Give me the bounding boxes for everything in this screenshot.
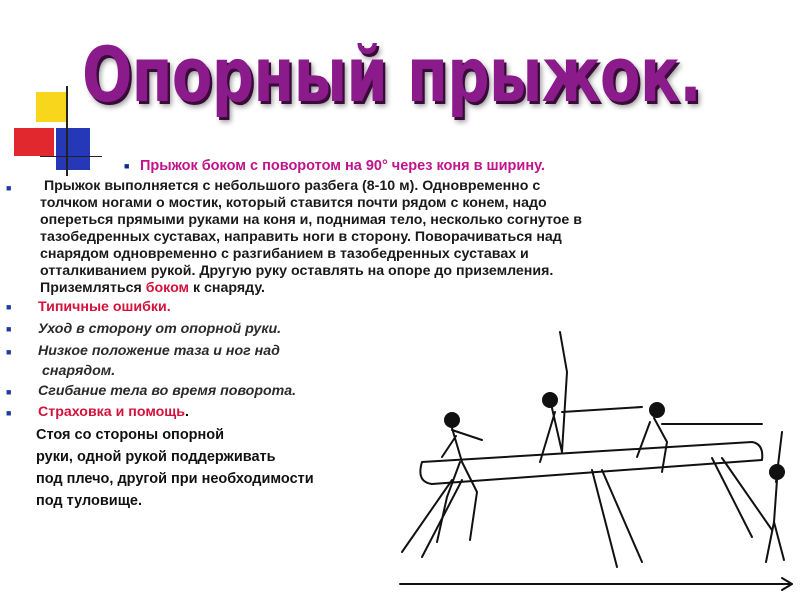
page-title: Опорный прыжок. <box>82 30 702 119</box>
decor-yellow-square <box>36 92 66 122</box>
bullet-icon: ■ <box>124 161 130 171</box>
support-heading-dot: . <box>185 404 189 420</box>
bullet-icon: ■ <box>6 183 12 193</box>
error-item: Сгибание тела во время поворота. <box>38 383 297 399</box>
horse-leg <box>712 458 752 537</box>
vault-illustration <box>392 312 800 600</box>
support-heading <box>38 403 189 421</box>
figure-head <box>445 413 459 427</box>
description-line: Прыжок выполняется с небольшого разбега (8-10 м). Одновременно с <box>40 178 541 194</box>
description-line: отталкиванием рукой. Другую руку оставлять на опоре до приземления. <box>40 263 554 279</box>
decor-horizontal-line <box>40 156 102 157</box>
support-line: под туловище. <box>36 493 143 509</box>
bullet-icon: ■ <box>6 347 12 357</box>
support-line: под плечо, другой при необходимости <box>36 471 314 487</box>
figure-body <box>766 432 784 562</box>
decor-red-square <box>14 128 54 156</box>
subtitle: Прыжок боком с поворотом на 90° через коня в ширину. <box>140 158 545 174</box>
description-highlight: боком <box>145 280 190 296</box>
description-last-prefix: Приземляться <box>40 280 146 296</box>
support-line: руки, одной рукой поддерживать <box>36 449 276 465</box>
figure-head <box>543 393 557 407</box>
description <box>40 178 760 297</box>
description-line: толчком ногами о мостик, который ставится почти рядом с конем, надо <box>40 195 547 211</box>
errors-heading: Типичные ошибки. <box>38 299 171 315</box>
description-line: снарядом одновременно с разгибанием в тазобедренных суставах и <box>40 246 529 262</box>
support-heading-text: Страховка и помощь <box>38 404 185 420</box>
description-line: тазобедренных суставах, направить ноги в сторону. Поворачиваться над <box>40 229 562 245</box>
figure-head <box>650 403 664 417</box>
support-line: Стоя со стороны опорной <box>36 427 225 443</box>
description-last-suffix: к снаряду. <box>189 280 265 296</box>
bullet-icon: ■ <box>6 324 12 334</box>
horse-body-shade <box>432 460 762 484</box>
error-item: Низкое положение таза и ног над <box>38 343 280 359</box>
decor-blue-square <box>56 128 90 170</box>
horse-body <box>420 442 762 484</box>
bullet-icon: ■ <box>6 387 12 397</box>
horse-leg <box>402 480 452 552</box>
description-last-line <box>40 280 760 297</box>
description-line: опереться прямыми руками на коня и, поднимая тело, несколько согнутое в <box>40 212 582 228</box>
error-item-continued: снарядом. <box>42 363 116 379</box>
decor-vertical-line <box>66 86 68 176</box>
horse-leg <box>602 470 642 562</box>
horse-leg <box>592 470 617 567</box>
bullet-icon: ■ <box>6 302 12 312</box>
bullet-icon: ■ <box>6 408 12 418</box>
support-text <box>36 424 314 512</box>
error-item: Уход в сторону от опорной руки. <box>38 321 282 337</box>
